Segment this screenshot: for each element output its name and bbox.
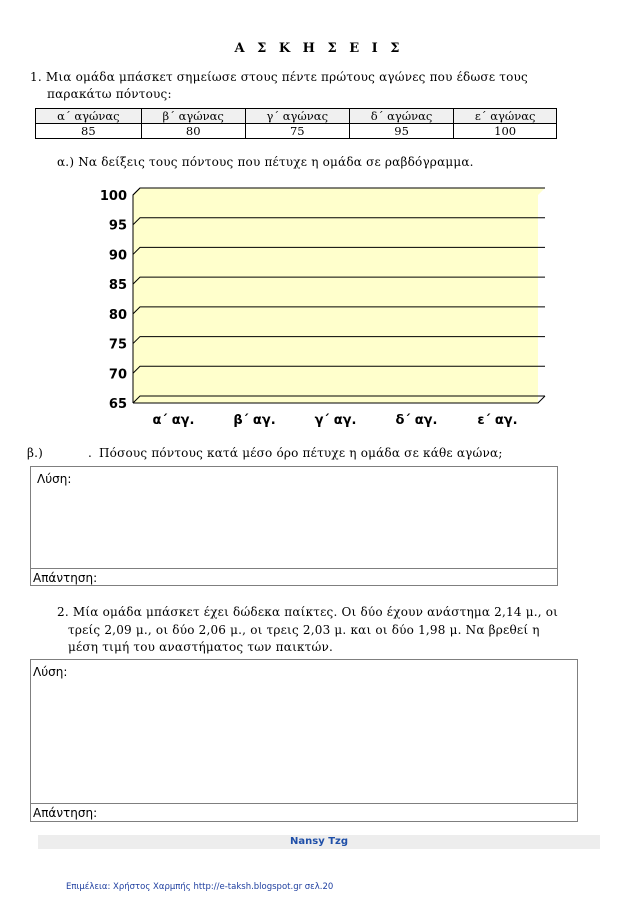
table-header-cell: ε΄ αγώνας: [454, 109, 557, 124]
table-cell: 100: [454, 124, 557, 139]
answer-divider: [31, 803, 577, 804]
footer-author: Nansy Tzg: [290, 836, 348, 847]
exercise2-text-line1: 2. Μία ομάδα μπάσκετ έχει δώδεκα παίκτες. Οι δύο έχουν ανάστημα 2,14 μ., οι: [57, 605, 559, 619]
table-row: [36, 124, 557, 139]
part-b-label: β.): [27, 446, 44, 460]
x-category-label: ε΄ αγ.: [477, 413, 518, 428]
chart-plot-area: [133, 188, 545, 403]
y-tick-label: 70: [108, 367, 127, 383]
table-cell: 85: [36, 124, 142, 139]
exercise2-text-line3: μέση τιμή του αναστήματος των παικτών.: [68, 640, 334, 654]
table-header-cell: β΄ αγώνας: [141, 109, 245, 124]
exercise2-text-line2: τρείς 2,09 μ., οι δύο 2,06 μ., οι τρεις 2,03 μ. και οι δύο 1,98 μ. Να βρεθεί η: [68, 623, 540, 637]
part-b-text: Πόσους πόντους κατά μέσο όρο πέτυχε η ομάδα σε κάθε αγώνα;: [99, 446, 503, 460]
exercise1-text-line1: 1. Μια ομάδα μπάσκετ σημείωσε στους πέντε πρώτους αγώνες που έδωσε τους: [30, 70, 528, 84]
x-category-label: β΄ αγ.: [233, 413, 276, 428]
table-header-cell: α΄ αγώνας: [36, 109, 142, 124]
bar-chart: [80, 180, 550, 430]
part-a-text: α.) Να δείξεις τους πόντους που πέτυχε η ομάδα σε ραβδόγραμμα.: [57, 155, 474, 169]
solution-box-2[interactable]: [30, 659, 578, 822]
y-tick-label: 85: [108, 278, 127, 294]
solution-label: Λύση:: [33, 665, 68, 679]
answer-label: Απάντηση:: [33, 571, 98, 585]
table-cell: 95: [349, 124, 453, 139]
y-tick-label: 100: [99, 189, 127, 204]
table-header-row: [36, 109, 557, 124]
table-header-cell: δ΄ αγώνας: [349, 109, 453, 124]
y-tick-label: 80: [108, 307, 127, 323]
scores-table: [35, 108, 557, 139]
y-tick-label: 90: [108, 248, 127, 264]
table-cell: 75: [245, 124, 349, 139]
x-category-label: α΄ αγ.: [152, 413, 195, 428]
y-tick-label: 75: [108, 337, 127, 353]
answer-label: Απάντηση:: [33, 806, 98, 820]
part-b-dot: .: [88, 446, 93, 460]
solution-box-1[interactable]: [30, 466, 558, 586]
table-header-cell: γ΄ αγώνας: [245, 109, 349, 124]
y-tick-label: 95: [108, 218, 127, 234]
solution-label: Λύση:: [37, 472, 72, 486]
footer-credit: Επιμέλεια: Χρήστος Χαρμπής http://e-taksh.blogspot.gr σελ.20: [66, 882, 334, 892]
answer-divider: [31, 568, 557, 569]
page-title: Α Σ Κ Η Σ Ε Ι Σ: [234, 41, 404, 56]
exercise1-text-line2: παρακάτω πόντους:: [47, 87, 172, 101]
y-tick-label: 65: [108, 397, 127, 412]
x-category-label: δ΄ αγ.: [395, 413, 438, 428]
x-category-label: γ΄ αγ.: [314, 413, 357, 428]
table-cell: 80: [141, 124, 245, 139]
